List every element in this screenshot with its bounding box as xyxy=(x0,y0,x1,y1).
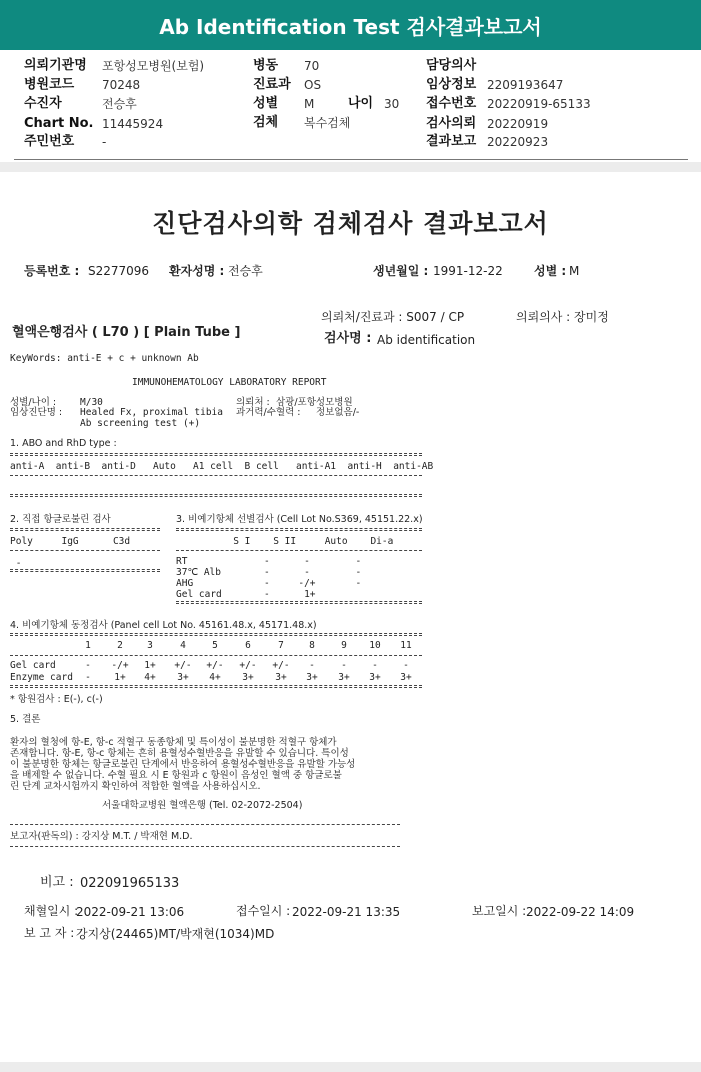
ward-value: 70 xyxy=(304,59,320,73)
patient-label: 수진자 xyxy=(24,96,62,111)
request-date-value: 20220919 xyxy=(487,117,549,131)
reporter-rule-bottom xyxy=(10,846,400,847)
reg-no-value: S2277096 xyxy=(88,264,150,278)
hospital-value: 포항성모병원(보험) xyxy=(102,59,205,73)
dob-label: 생년월일 : xyxy=(373,264,429,278)
department-label: 진료과 xyxy=(253,77,291,92)
document-title: 진단검사의학 검체검사 결과보고서 xyxy=(152,209,549,238)
panel-cell-value: - xyxy=(341,660,347,671)
panel-column-header: 10 xyxy=(369,640,381,651)
patient-name-value: 전승후 xyxy=(228,264,263,278)
report-title: Ab Identification Test 검사결과보고서 xyxy=(0,0,701,50)
bottom-strip xyxy=(0,1062,701,1072)
receipt-no-value: 20220919-65133 xyxy=(487,97,591,111)
screen-row-label: AHG xyxy=(176,578,194,589)
remark-value: 022091965133 xyxy=(80,876,180,891)
requesting-doctor: 의뢰의사 : 장미정 xyxy=(516,310,609,324)
panel-rule-bottom xyxy=(10,685,422,688)
abo-rule-mid xyxy=(10,475,422,476)
panel-column-header: 7 xyxy=(278,640,284,651)
lab-history-value: 정보없음/- xyxy=(316,407,360,418)
screen-rule-top xyxy=(176,528,422,531)
sex-value: M xyxy=(304,97,315,111)
screen-rule-mid xyxy=(176,550,422,551)
age-value: 30 xyxy=(384,97,400,111)
screen-row-label: RT xyxy=(176,556,188,567)
specimen-label: 검체 xyxy=(253,115,279,130)
panel-row-label: Enzyme card xyxy=(10,672,73,683)
screen-row-label: 37℃ Alb xyxy=(176,567,221,578)
panel-column-header: 4 xyxy=(180,640,186,651)
antigen-result: * 항원검사 : E(-), c(-) xyxy=(10,694,103,705)
report-sex-value: M xyxy=(569,264,580,278)
chart-no-value: 11445924 xyxy=(102,117,164,131)
patient-name-label: 환자성명 : xyxy=(169,264,225,278)
report-time-label: 보고일시 : xyxy=(472,904,527,918)
screen-row-values: - - - xyxy=(224,556,362,567)
conclusion-line: 존재합니다. 항-E, 항-c 항체는 흔히 용혈성수혈반응을 유발할 수 있습니다. 특이성 xyxy=(10,748,349,759)
test-name-label: 검사명 : xyxy=(324,331,372,346)
header-divider xyxy=(14,159,688,160)
dat-values: - xyxy=(10,558,22,569)
panel-cell-value: +/- xyxy=(272,660,290,671)
collection-time-label: 채혈일시 : xyxy=(24,904,79,918)
report-time-value: 2022-09-22 14:09 xyxy=(526,905,635,919)
final-reporter-value: 강지상(24465)MT/박재현(1034)MD xyxy=(76,927,275,941)
reg-no-label: 등록번호 : xyxy=(24,264,80,278)
panel-cell-value: 3+ xyxy=(177,672,189,683)
panel-cell-value: 4+ xyxy=(209,672,221,683)
screen-headers: S I S II Auto Di-a xyxy=(176,536,394,547)
result-date-label: 결과보고 xyxy=(426,134,477,149)
panel-cell-value: +/- xyxy=(239,660,257,671)
hospital-code-label: 병원코드 xyxy=(24,77,75,92)
panel-row-label: Gel card xyxy=(10,660,56,671)
dat-rule-bottom xyxy=(10,569,160,572)
panel-column-header: 6 xyxy=(245,640,251,651)
sex-label: 성별 xyxy=(253,96,279,111)
hospital-contact: 서울대학교병원 혈액은행 (Tel. 02-2072-2504) xyxy=(102,800,303,811)
conclusion-line: 이 불분명한 항체는 항글로불린 단계에서 반응하여 용혈성수혈반응을 유발할 가능성 xyxy=(10,759,356,770)
section-gap xyxy=(0,162,701,172)
hospital-label: 의뢰기관명 xyxy=(24,58,87,73)
panel-column-header: 1 xyxy=(85,640,91,651)
panel-cell-value: 3+ xyxy=(306,672,318,683)
age-label: 나이 xyxy=(348,96,374,111)
dat-headers: Poly IgG C3d xyxy=(10,536,131,547)
panel-column-header: 5 xyxy=(212,640,218,651)
lab-report-title: IMMUNOHEMATOLOGY LABORATORY REPORT xyxy=(132,377,327,388)
ward-label: 병동 xyxy=(253,58,279,73)
dept-info: 의뢰처/진료과 : S007 / CP xyxy=(321,310,465,324)
lab-dx-value: Healed Fx, proximal tibia xyxy=(80,407,223,418)
report-sex-label: 성별 : xyxy=(534,264,567,278)
screen-row-values: - 1+ xyxy=(224,589,316,600)
test-name-value: Ab identification xyxy=(377,333,476,347)
specimen-value: 복수검체 xyxy=(304,116,351,130)
lab-sex-age-value: M/30 xyxy=(80,397,103,408)
screen-row-values: - -/+ - xyxy=(224,578,362,589)
panel-rule-top xyxy=(10,633,422,636)
clinical-info-value: 2209193647 xyxy=(487,78,564,92)
panel-cell-value: - xyxy=(372,660,378,671)
dob-value: 1991-12-22 xyxy=(433,264,503,278)
panel-column-header: 11 xyxy=(400,640,412,651)
screen-row-values: - - - xyxy=(224,567,362,578)
panel-column-header: 8 xyxy=(309,640,315,651)
panel-cell-value: 3+ xyxy=(400,672,412,683)
abo-headers: anti-A anti-B anti-D Auto A1 cell B cell anti-A1 anti-H anti-AB xyxy=(10,461,434,472)
screen-row-label: Gel card xyxy=(176,589,222,600)
panel-cell-value: +/- xyxy=(206,660,224,671)
request-date-label: 검사의뢰 xyxy=(426,116,477,131)
panel-column-header: 3 xyxy=(147,640,153,651)
lab-referral-label: 의뢰처 : xyxy=(236,397,270,408)
panel-cell-value: 4+ xyxy=(144,672,156,683)
conclusion-line: 환자의 혈청에 항-E, 항-c 적혈구 동종항체 및 특이성이 불분명한 적혈구 항체가 xyxy=(10,737,337,748)
screen-rule-bottom xyxy=(176,601,422,604)
abo-rule-top xyxy=(10,453,422,456)
resident-no-label: 주민번호 xyxy=(24,134,75,149)
abo-title: 1. ABO and RhD type : xyxy=(10,438,117,449)
dat-title: 2. 직접 항글로불린 검사 xyxy=(10,514,111,525)
resident-no-value: - xyxy=(102,135,107,149)
panel-cell-value: 3+ xyxy=(369,672,381,683)
panel-cell-value: +/- xyxy=(174,660,192,671)
final-reporter-label: 보 고 자 : xyxy=(24,926,75,940)
lab-dx-value-2: Ab screening test (+) xyxy=(80,418,201,429)
panel-cell-value: - xyxy=(85,660,91,671)
panel-title: 4. 비예기항체 동정검사 (Panel cell Lot No. 45161.48.x, 45171.48.x) xyxy=(10,620,317,631)
collection-time-value: 2022-09-21 13:06 xyxy=(76,905,185,919)
lab-dx-label: 임상진단명 : xyxy=(10,407,63,418)
panel-cell-value: 1+ xyxy=(144,660,156,671)
result-date-value: 20220923 xyxy=(487,135,549,149)
panel-cell-value: 1+ xyxy=(114,672,126,683)
section-title: 혈액은행검사 ( L70 ) [ Plain Tube ] xyxy=(12,325,241,340)
panel-cell-value: 3+ xyxy=(338,672,350,683)
department-value: OS xyxy=(304,78,322,92)
conclusion-line: 을 배제할 수 없습니다. 수혈 필요 시 E 항원과 c 항원이 음성인 혈액 중 항글로불 xyxy=(10,770,342,781)
doctor-label: 담당의사 xyxy=(426,58,477,73)
dat-rule-mid xyxy=(10,550,160,551)
reporter-rule-top xyxy=(10,824,400,825)
lab-referral-value: 삼광/포항성모병원 xyxy=(276,397,353,408)
receipt-time-value: 2022-09-21 13:35 xyxy=(292,905,401,919)
panel-cell-value: 3+ xyxy=(275,672,287,683)
conclusion-line: 린 단계 교차시험까지 확인하여 적합한 혈액을 사용하십시오. xyxy=(10,781,261,792)
abo-rule-bottom xyxy=(10,494,422,497)
lab-history-label: 과거력/수혈력 : xyxy=(236,407,301,418)
panel-cell-value: -/+ xyxy=(111,660,129,671)
receipt-no-label: 접수번호 xyxy=(426,96,477,111)
dat-rule-top xyxy=(10,528,160,531)
conclusion-title: 5. 결론 xyxy=(10,714,41,725)
chart-no-label: Chart No. xyxy=(24,116,94,131)
panel-column-header: 2 xyxy=(117,640,123,651)
screen-title: 3. 비예기항체 선별검사 (Cell Lot No.S369, 45151.22.x) xyxy=(176,514,423,525)
keywords: KeyWords: anti-E + c + unknown Ab xyxy=(10,353,199,364)
remark-label: 비고 : xyxy=(40,875,74,890)
receipt-time-label: 접수일시 : xyxy=(236,904,291,918)
hospital-code-value: 70248 xyxy=(102,78,141,92)
clinical-info-label: 임상정보 xyxy=(426,77,477,92)
panel-rule-mid xyxy=(10,655,422,656)
panel-cell-value: - xyxy=(309,660,315,671)
panel-cell-value: 3+ xyxy=(242,672,254,683)
panel-column-header: 9 xyxy=(341,640,347,651)
patient-value: 전승후 xyxy=(102,97,137,111)
lab-reporter: 보고자(판독의) : 강지상 M.T. / 박재현 M.D. xyxy=(10,831,193,842)
panel-cell-value: - xyxy=(85,672,91,683)
lab-sex-age-label: 성별/나이 : xyxy=(10,397,57,408)
panel-cell-value: - xyxy=(403,660,409,671)
